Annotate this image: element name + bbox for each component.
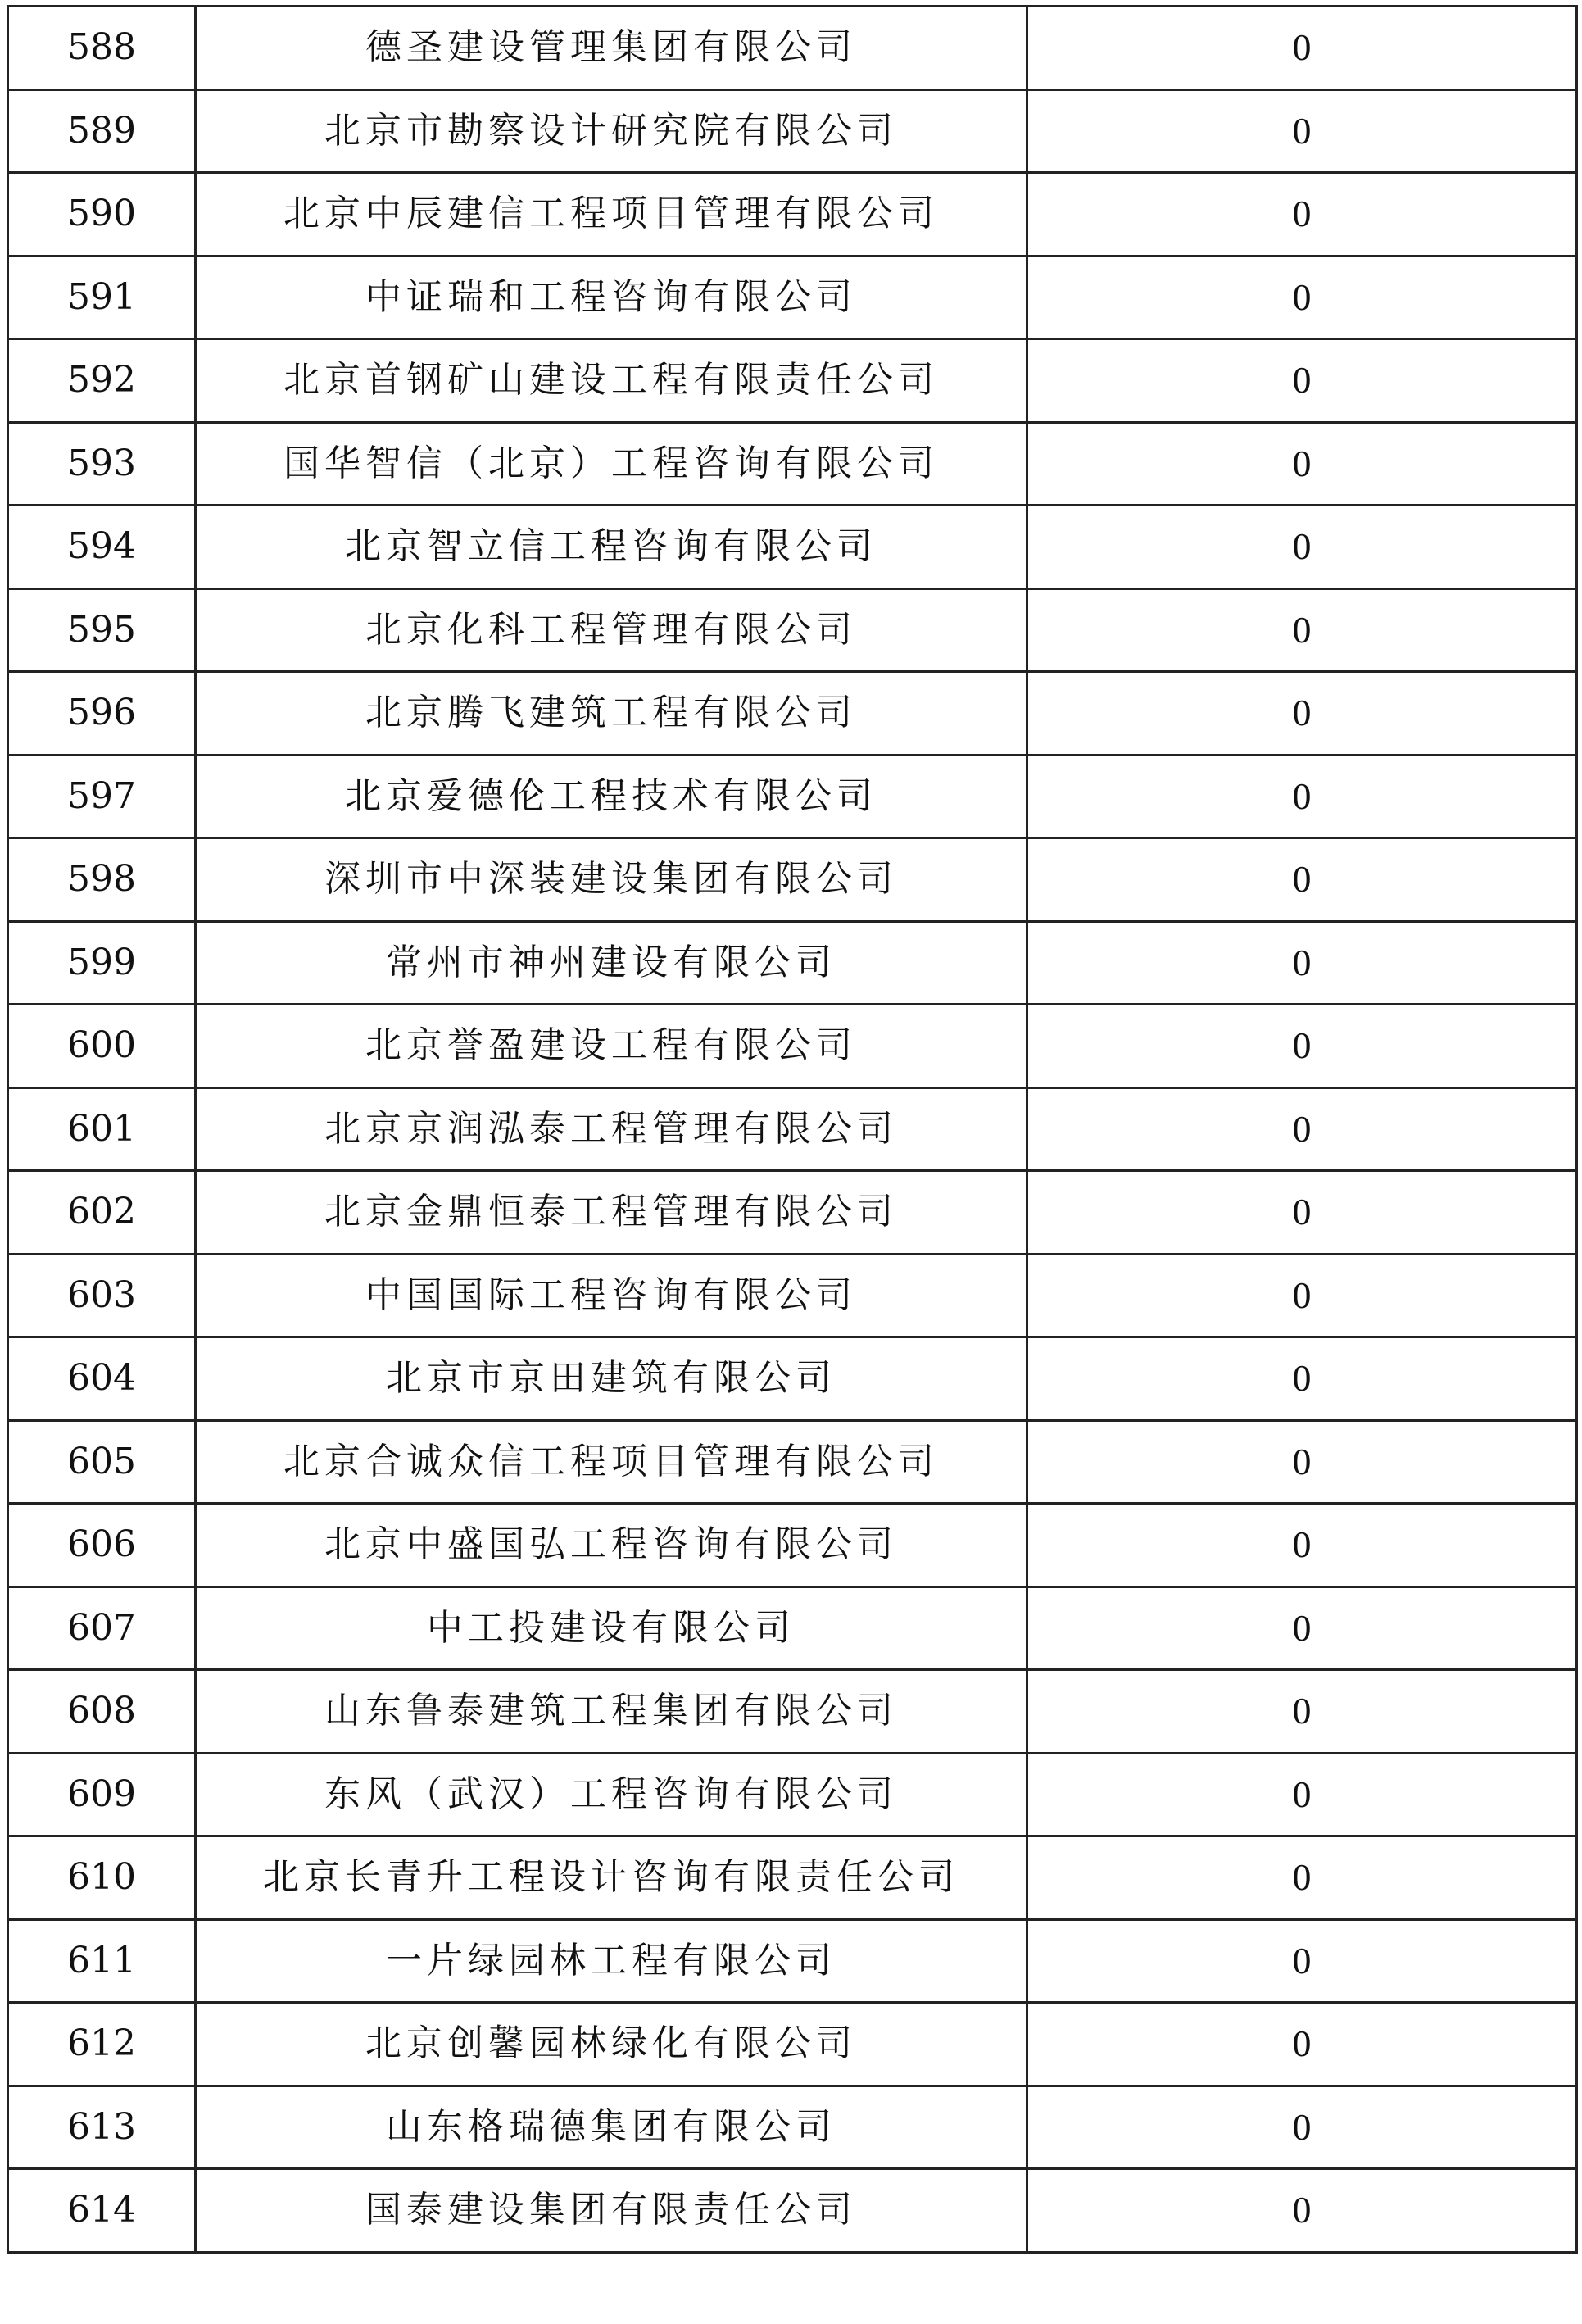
value-cell: 0 <box>1027 921 1577 1005</box>
company-name-cell: 北京创馨园林绿化有限公司 <box>196 2003 1027 2086</box>
company-name-cell: 北京爱德伦工程技术有限公司 <box>196 755 1027 838</box>
company-name-cell: 北京中盛国弘工程咨询有限公司 <box>196 1504 1027 1587</box>
company-name-cell: 深圳市中深装建设集团有限公司 <box>196 838 1027 922</box>
company-name-cell: 北京金鼎恒泰工程管理有限公司 <box>196 1171 1027 1255</box>
row-number-cell: 608 <box>8 1670 196 1754</box>
table-row <box>8 1836 1577 1920</box>
table-row <box>8 1919 1577 2003</box>
row-number-cell: 612 <box>8 2003 196 2086</box>
table-body <box>8 7 1577 2253</box>
company-name-cell: 北京智立信工程咨询有限公司 <box>196 506 1027 589</box>
company-name-cell: 北京化科工程管理有限公司 <box>196 588 1027 672</box>
table-row <box>8 672 1577 756</box>
table-row <box>8 2003 1577 2086</box>
value-cell: 0 <box>1027 506 1577 589</box>
value-cell: 0 <box>1027 838 1577 922</box>
table-row <box>8 1337 1577 1421</box>
row-number-cell: 592 <box>8 339 196 423</box>
row-number-cell: 607 <box>8 1586 196 1670</box>
company-name-cell: 北京腾飞建筑工程有限公司 <box>196 672 1027 756</box>
value-cell: 0 <box>1027 1836 1577 1920</box>
table-row <box>8 7 1577 90</box>
company-name-cell: 常州市神州建设有限公司 <box>196 921 1027 1005</box>
table-row <box>8 256 1577 339</box>
row-number-cell: 614 <box>8 2169 196 2253</box>
company-name-cell: 北京首钢矿山建设工程有限责任公司 <box>196 339 1027 423</box>
company-name-cell: 中国国际工程咨询有限公司 <box>196 1254 1027 1337</box>
value-cell: 0 <box>1027 588 1577 672</box>
row-number-cell: 595 <box>8 588 196 672</box>
row-number-cell: 596 <box>8 672 196 756</box>
row-number-cell: 610 <box>8 1836 196 1920</box>
company-name-cell: 北京京润泓泰工程管理有限公司 <box>196 1087 1027 1171</box>
row-number-cell: 606 <box>8 1504 196 1587</box>
row-number-cell: 600 <box>8 1005 196 1088</box>
row-number-cell: 593 <box>8 422 196 506</box>
table-row <box>8 1005 1577 1088</box>
company-name-cell: 北京长青升工程设计咨询有限责任公司 <box>196 1836 1027 1920</box>
company-name-cell: 国泰建设集团有限责任公司 <box>196 2169 1027 2253</box>
row-number-cell: 597 <box>8 755 196 838</box>
row-number-cell: 613 <box>8 2086 196 2169</box>
value-cell: 0 <box>1027 1504 1577 1587</box>
row-number-cell: 590 <box>8 173 196 256</box>
row-number-cell: 588 <box>8 7 196 90</box>
company-name-cell: 北京合诚众信工程项目管理有限公司 <box>196 1420 1027 1504</box>
row-number-cell: 599 <box>8 921 196 1005</box>
value-cell: 0 <box>1027 672 1577 756</box>
company-name-cell: 山东格瑞德集团有限公司 <box>196 2086 1027 2169</box>
table-row <box>8 89 1577 173</box>
row-number-cell: 598 <box>8 838 196 922</box>
table-row <box>8 838 1577 922</box>
row-number-cell: 589 <box>8 89 196 173</box>
row-number-cell: 611 <box>8 1919 196 2003</box>
company-name-cell: 北京市勘察设计研究院有限公司 <box>196 89 1027 173</box>
table-row <box>8 339 1577 423</box>
company-name-cell: 北京誉盈建设工程有限公司 <box>196 1005 1027 1088</box>
value-cell: 0 <box>1027 2169 1577 2253</box>
row-number-cell: 603 <box>8 1254 196 1337</box>
value-cell: 0 <box>1027 755 1577 838</box>
row-number-cell: 591 <box>8 256 196 339</box>
company-name-cell: 山东鲁泰建筑工程集团有限公司 <box>196 1670 1027 1754</box>
company-name-cell: 北京中辰建信工程项目管理有限公司 <box>196 173 1027 256</box>
value-cell: 0 <box>1027 2086 1577 2169</box>
row-number-cell: 605 <box>8 1420 196 1504</box>
table-row <box>8 921 1577 1005</box>
company-name-cell: 一片绿园林工程有限公司 <box>196 1919 1027 2003</box>
value-cell: 0 <box>1027 1005 1577 1088</box>
table-row <box>8 1171 1577 1255</box>
company-name-cell: 德圣建设管理集团有限公司 <box>196 7 1027 90</box>
document-table-wrapper <box>7 5 1578 2254</box>
company-name-cell: 东风（武汉）工程咨询有限公司 <box>196 1753 1027 1836</box>
table-row <box>8 1087 1577 1171</box>
company-name-cell: 北京市京田建筑有限公司 <box>196 1337 1027 1421</box>
table-row <box>8 755 1577 838</box>
table-row <box>8 1254 1577 1337</box>
table-row <box>8 1753 1577 1836</box>
value-cell: 0 <box>1027 422 1577 506</box>
value-cell: 0 <box>1027 1753 1577 1836</box>
table-row <box>8 2086 1577 2169</box>
value-cell: 0 <box>1027 1919 1577 2003</box>
value-cell: 0 <box>1027 1586 1577 1670</box>
value-cell: 0 <box>1027 339 1577 423</box>
company-name-cell: 国华智信（北京）工程咨询有限公司 <box>196 422 1027 506</box>
company-name-cell: 中工投建设有限公司 <box>196 1586 1027 1670</box>
value-cell: 0 <box>1027 7 1577 90</box>
value-cell: 0 <box>1027 2003 1577 2086</box>
value-cell: 0 <box>1027 1254 1577 1337</box>
row-number-cell: 604 <box>8 1337 196 1421</box>
table-row <box>8 1420 1577 1504</box>
value-cell: 0 <box>1027 173 1577 256</box>
table-row <box>8 506 1577 589</box>
table-row <box>8 588 1577 672</box>
table-row <box>8 1670 1577 1754</box>
value-cell: 0 <box>1027 89 1577 173</box>
row-number-cell: 594 <box>8 506 196 589</box>
row-number-cell: 601 <box>8 1087 196 1171</box>
value-cell: 0 <box>1027 1087 1577 1171</box>
row-number-cell: 609 <box>8 1753 196 1836</box>
table-row <box>8 1586 1577 1670</box>
row-number-cell: 602 <box>8 1171 196 1255</box>
value-cell: 0 <box>1027 1670 1577 1754</box>
table-row <box>8 422 1577 506</box>
table-row <box>8 1504 1577 1587</box>
value-cell: 0 <box>1027 256 1577 339</box>
value-cell: 0 <box>1027 1171 1577 1255</box>
table-row <box>8 2169 1577 2253</box>
table-row <box>8 173 1577 256</box>
company-score-table <box>7 5 1578 2254</box>
value-cell: 0 <box>1027 1420 1577 1504</box>
value-cell: 0 <box>1027 1337 1577 1421</box>
company-name-cell: 中证瑞和工程咨询有限公司 <box>196 256 1027 339</box>
